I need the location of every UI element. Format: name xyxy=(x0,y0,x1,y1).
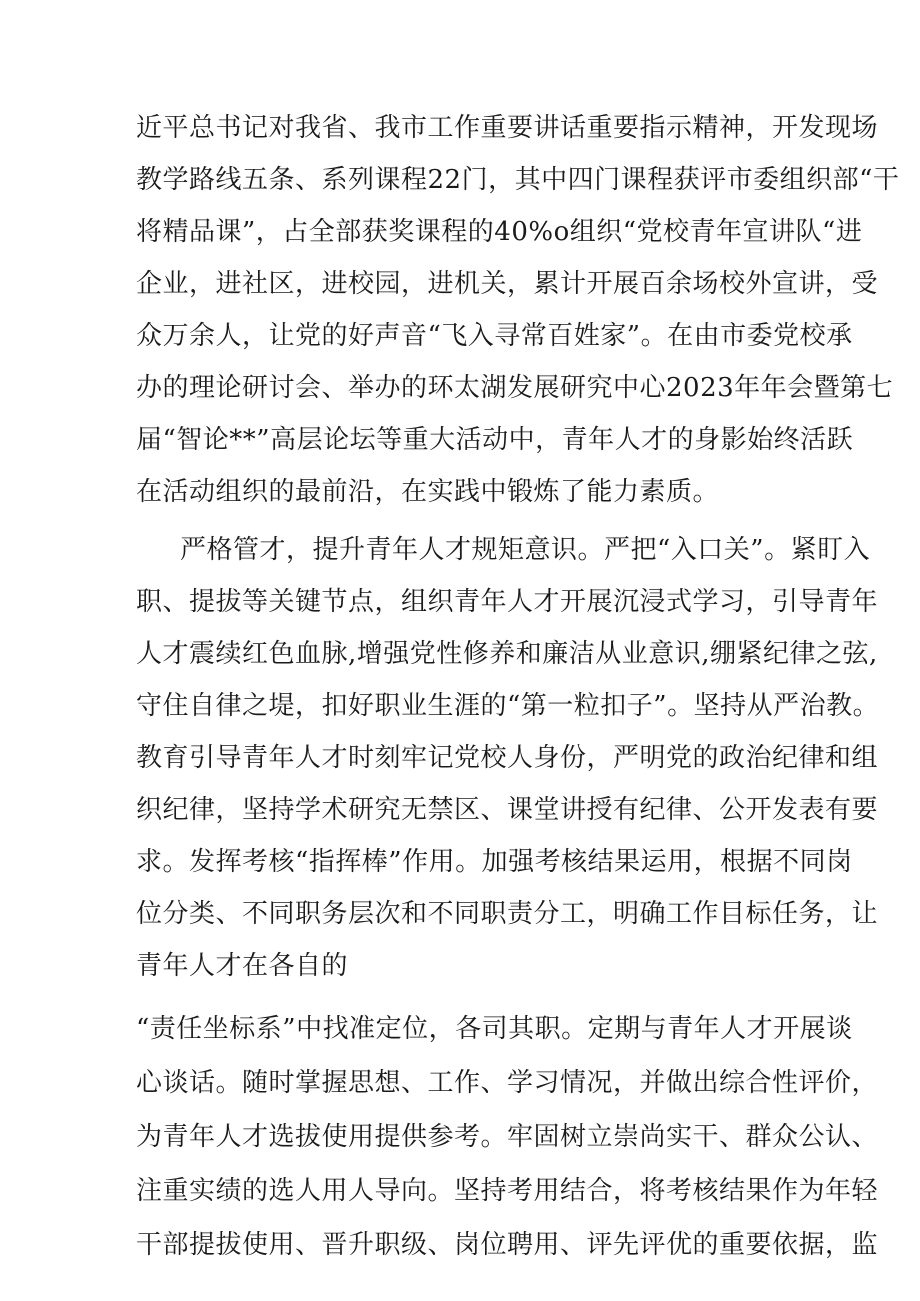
text-line: 近平总书记对我省、我市工作重要讲话重要指示精神，开发现场 xyxy=(136,113,879,143)
text-line: 办的理论研讨会、举办的环太湖发展研究中心2023年年会暨第七 xyxy=(136,373,894,403)
text-line: 守住自律之堤，扣好职业生涯的“第一粒扣子”。坚持从严治教。 xyxy=(136,691,880,721)
text-line: 为青年人才选拔使用提供参考。牢固树立崇尚实干、群众公认、 xyxy=(136,1122,879,1152)
text-line: 职、提拔等关键节点，组织青年人才开展沉浸式学习，引导青年 xyxy=(136,587,879,617)
text-line: 注重实绩的选人用人导向。坚持考用结合，将考核结果作为年轻 xyxy=(136,1176,879,1206)
text-line: 届“智论**”高层论坛等重大活动中，青年人才的身影始终活跃 xyxy=(136,425,854,455)
text-line: 人才震续红色血脉,增强党性修养和廉洁从业意识,绷紧纪律之弦, xyxy=(136,639,878,669)
text-line: 将精品课”，占全部获奖课程的40%o组织“党校青年宣讲队“进 xyxy=(136,217,863,247)
text-line: 干部提拔使用、晋升职级、岗位聘用、评先评优的重要依据，监 xyxy=(136,1230,879,1260)
text-line: 众万余人，让党的好声音“飞入寻常百姓家”。在由市委党校承 xyxy=(136,321,853,351)
text-line: 青年人才在各自的 xyxy=(136,951,349,981)
text-line: 教育引导青年人才时刻牢记党校人身份，严明党的政治纪律和组 xyxy=(136,743,879,773)
text-line: “责任坐标系”中找准定位，各司其职。定期与青年人才开展谈 xyxy=(136,1014,853,1044)
text-line: 教学路线五条、系列课程22门，其中四门课程获评市委组织部“干 xyxy=(136,165,900,195)
text-line: 位分类、不同职务层次和不同职责分工，明确工作目标任务，让 xyxy=(136,899,879,929)
text-line: 心谈话。随时掌握思想、工作、学习情况，并做出综合性评价， xyxy=(136,1068,879,1098)
text-line: 企业，进社区，进校园，进机关，累计开展百余场校外宣讲，受 xyxy=(136,269,879,299)
text-line: 织纪律，坚持学术研究无禁区、课堂讲授有纪律、公开发表有要 xyxy=(136,795,879,825)
paragraph-first-line: 严格管才，提升青年人才规矩意识。严把“入口关”。紧盯入 xyxy=(180,535,871,565)
text-line: 在活动组织的最前沿，在实践中锻炼了能力素质。 xyxy=(136,477,720,507)
text-line: 求。发挥考核“指挥棒”作用。加强考核结果运用，根据不同岗 xyxy=(136,847,853,877)
